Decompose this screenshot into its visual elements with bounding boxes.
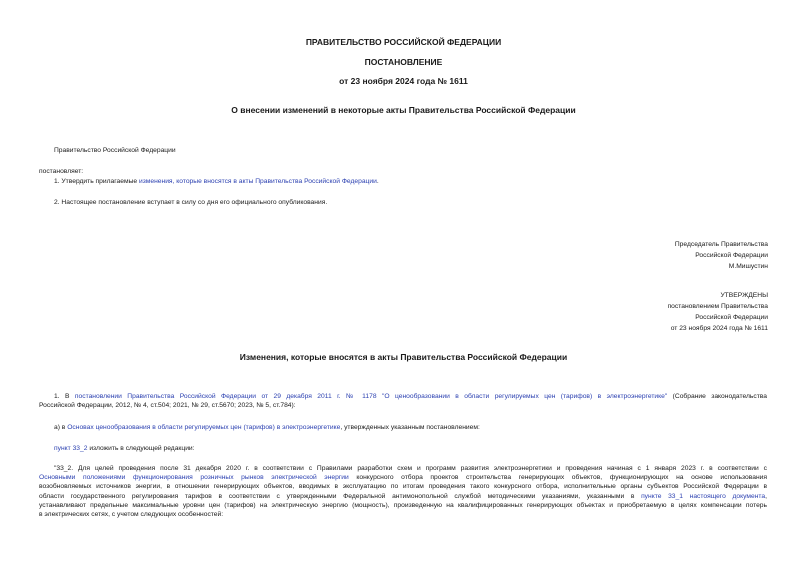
- point-33-2-link[interactable]: пункт 33_2: [54, 445, 88, 452]
- approval-date-number: от 23 ноября 2024 года № 1611: [670, 325, 768, 332]
- quote-line-4: [39, 492, 767, 501]
- item-1-prefix: 1. Утвердить прилагаемые: [54, 178, 139, 185]
- subitem-b: [54, 444, 195, 453]
- quote-line-2: [39, 473, 767, 482]
- quote-line-4-end: ,: [765, 492, 767, 500]
- preamble: Правительство Российской Федерации: [54, 147, 176, 154]
- quoted-paragraph: [39, 464, 767, 519]
- document-date-number: от 23 ноября 2024 года № 1611: [339, 76, 468, 86]
- document-title: О внесении изменений в некоторые акты Правительства Российской Федерации: [231, 105, 576, 115]
- subitem-a: [54, 423, 480, 432]
- quote-line-6: в электрических сетях, с учетом следующих особенностей:: [39, 511, 224, 519]
- signature-block: [675, 239, 768, 272]
- subitem-b-suffix: изложить в следующей редакции:: [87, 445, 195, 452]
- signature-position-line2: Российской Федерации: [695, 252, 768, 259]
- quote-line-1: "33_2. Для целей проведения после 31 декабря 2020 г. в соответствии с Правилами разработки схем и программ развития электроэнергетики и проведения начиная с 1 января 2023 г. в соответствии с: [54, 465, 767, 472]
- changes-link[interactable]: изменения, которые вносятся в акты Правительства Российской Федерации: [138, 178, 377, 185]
- approval-by-line2: Российской Федерации: [695, 314, 768, 321]
- paragraph-1-suffix: (Собрание законодательства: [667, 393, 767, 400]
- changes-paragraph-1: [39, 392, 767, 410]
- quote-line-4-text: области государственного регулирования тарифов в соответствии с утвержденными Федеральной антимонопольной службой методическими указаниями, указанными в: [39, 492, 642, 500]
- item-1: [54, 177, 379, 186]
- item-1-suffix: .: [376, 178, 379, 185]
- quote-line-5: устанавливают предельные максимальные уровни цен (тарифов) на электрическую энергию (мощность), произведенную на квалифицированных генерирующих объектах и приобретаемую в целях компенсации потерь: [39, 501, 767, 509]
- signature-name: М.Мишустин: [728, 263, 768, 270]
- paragraph-1-line-1: [39, 392, 767, 401]
- changes-title: Изменения, которые вносятся в акты Правительства Российской Федерации: [239, 352, 568, 362]
- document-type: ПОСТАНОВЛЕНИЕ: [364, 57, 443, 67]
- paragraph-1-line-2: Российской Федерации, 2012, № 4, ст.504; 2021, № 29, ст.5670; 2023, № 5, ст.784):: [39, 402, 296, 410]
- resolution-1178-link[interactable]: постановлении Правительства Российской Федерации от 29 декабря 2011 г. № 1178 "О ценообразовании в области регулируемых цен (тарифов) в электроэнергетике": [74, 393, 668, 400]
- paragraph-1-prefix: 1. В: [54, 393, 75, 400]
- signature-position-line1: Председатель Правительства: [674, 241, 768, 248]
- quote-line-2-rest: конкурсного отбора проектов строительства генерирующих объектов, функционирующих на основе использования: [348, 474, 767, 482]
- subitem-a-prefix: а) в: [54, 424, 68, 431]
- approval-approved: УТВЕРЖДЕНЫ: [720, 292, 768, 299]
- item-2: 2. Настоящее постановление вступает в силу со дня его официального опубликования.: [54, 199, 328, 206]
- retail-market-provisions-link[interactable]: Основными положениями функционирования розничных рынков электрической энергии: [39, 474, 349, 482]
- pricing-basics-link[interactable]: Основах ценообразования в области регулируемых цен (тарифов) в электроэнергетике: [67, 424, 341, 431]
- quote-line-3: возобновляемых источников энергии, в отношении генерирующих объектов, вводимых в эксплуатацию по итогам проведения такого конкурсного отбора, исполнительные органы субъектов Российской Федерации в: [39, 483, 767, 491]
- approval-block: [668, 290, 768, 334]
- government-heading: ПРАВИТЕЛЬСТВО РОССИЙСКОЙ ФЕДЕРАЦИИ: [305, 37, 502, 47]
- subitem-a-suffix: , утвержденных указанным постановлением:: [340, 424, 480, 431]
- approval-by-line1: постановлением Правительства: [667, 303, 768, 310]
- decides-label: постановляет:: [39, 168, 84, 175]
- point-33-1-link[interactable]: пункте 33_1 настоящего документа: [641, 492, 766, 500]
